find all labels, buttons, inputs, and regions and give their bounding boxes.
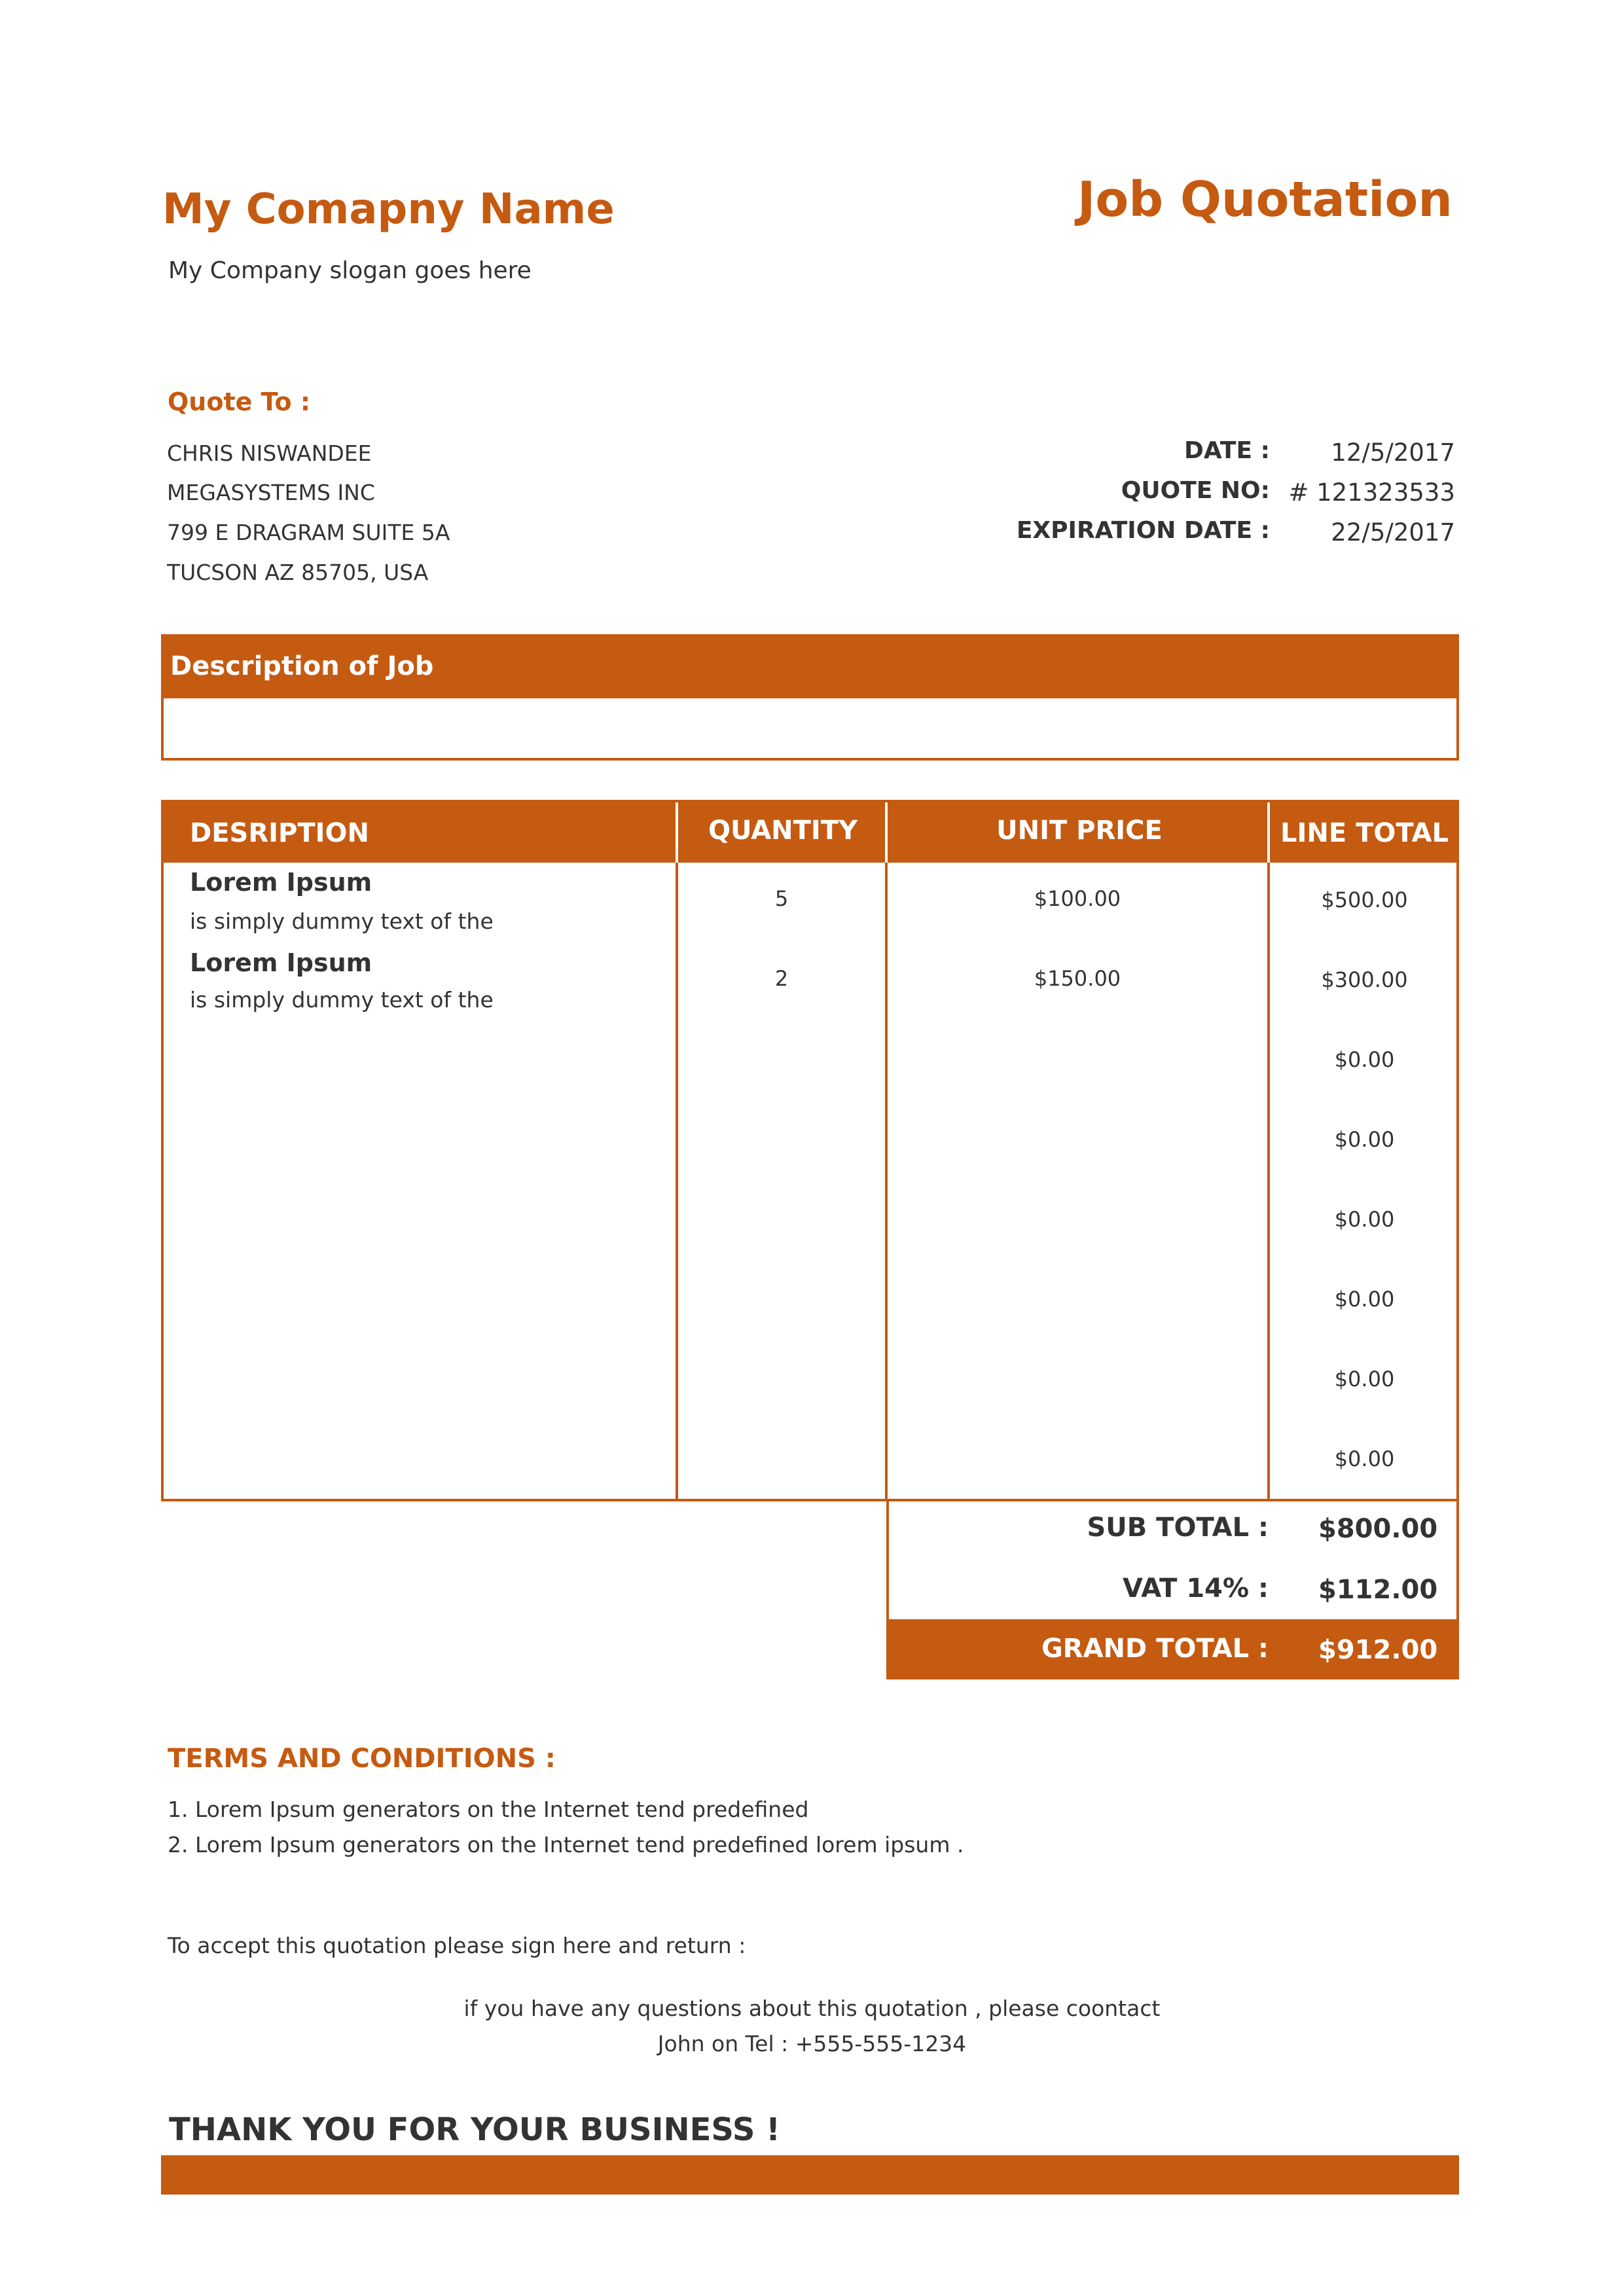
item-unit-price: $150.00 [1034,966,1121,991]
client-name: CHRIS NISWANDEE [167,440,372,466]
empty-line-total: $0.00 [1334,1367,1395,1391]
item-quantity: 5 [774,886,789,911]
contact-line-1: if you have any questions about this quotation , please coontact [463,1996,1161,2021]
accept-instruction: To accept this quotation please sign here and return : [168,1933,746,1958]
client-street: 799 E DRAGRAM SUITE 5A [167,520,450,545]
item-title: Lorem Ipsum [190,948,372,977]
quote-to-label: Quote To : [168,387,311,416]
company-slogan: My Company slogan goes here [168,257,532,284]
contact-line-2: John on Tel : +555-555-1234 [657,2031,967,2056]
header-description: DESRIPTION [190,818,369,848]
line-items-table [161,800,1459,1501]
item-subtitle: is simply dummy text of the [190,987,494,1013]
header-separator [676,802,678,863]
header-quantity: QUANTITY [708,816,858,846]
column-divider [676,863,678,1499]
item-subtitle: is simply dummy text of the [190,908,494,934]
column-divider [1267,863,1270,1499]
item-unit-price: $100.00 [1034,886,1121,911]
document-title: Job Quotation [1077,171,1453,228]
date-label: DATE : [1183,437,1270,464]
quote-no-label: QUOTE NO: [1121,477,1270,504]
footer-bar [161,2155,1459,2195]
thank-you-message: THANK YOU FOR YOUR BUSINESS ! [169,2111,780,2148]
empty-line-total: $0.00 [1334,1207,1395,1232]
client-company: MEGASYSTEMS INC [167,480,375,505]
empty-line-total: $0.00 [1334,1127,1395,1152]
item-line-total: $500.00 [1321,888,1408,912]
job-description-header [164,637,1456,698]
terms-line: 2. Lorem Ipsum generators on the Internet tend predefined lorem ipsum . [168,1832,964,1857]
item-quantity: 2 [774,966,789,991]
header-unit-price: UNIT PRICE [996,816,1163,846]
header-separator [885,802,888,863]
grand-total-label: GRAND TOTAL : [1041,1634,1269,1664]
terms-title: TERMS AND CONDITIONS : [168,1744,556,1774]
terms-line: 1. Lorem Ipsum generators on the Internet tend predefined [168,1797,809,1822]
quote-no-value: # 121323533 [1288,478,1455,507]
empty-line-total: $0.00 [1334,1287,1395,1312]
company-name: My Comapny Name [162,185,615,234]
date-value: 12/5/2017 [1331,439,1455,467]
empty-line-total: $0.00 [1334,1047,1395,1072]
item-title: Lorem Ipsum [190,868,372,897]
empty-line-total: $0.00 [1334,1446,1395,1471]
table-header [164,802,1456,863]
client-city: TUCSON AZ 85705, USA [167,560,429,585]
grand-total-value: $912.00 [1318,1635,1438,1665]
subtotal-value: $800.00 [1318,1514,1438,1544]
job-description-box [161,634,1459,761]
column-divider [885,863,888,1499]
vat-value: $112.00 [1318,1575,1438,1605]
expiration-date-label: EXPIRATION DATE : [1016,517,1270,544]
job-description-label: Description of Job [170,651,434,681]
subtotal-label: SUB TOTAL : [1087,1513,1269,1543]
header-line-total: LINE TOTAL [1280,818,1449,848]
vat-label: VAT 14% : [1123,1573,1269,1604]
header-separator [1267,802,1270,863]
item-line-total: $300.00 [1321,967,1408,992]
expiration-date-value: 22/5/2017 [1331,518,1455,547]
